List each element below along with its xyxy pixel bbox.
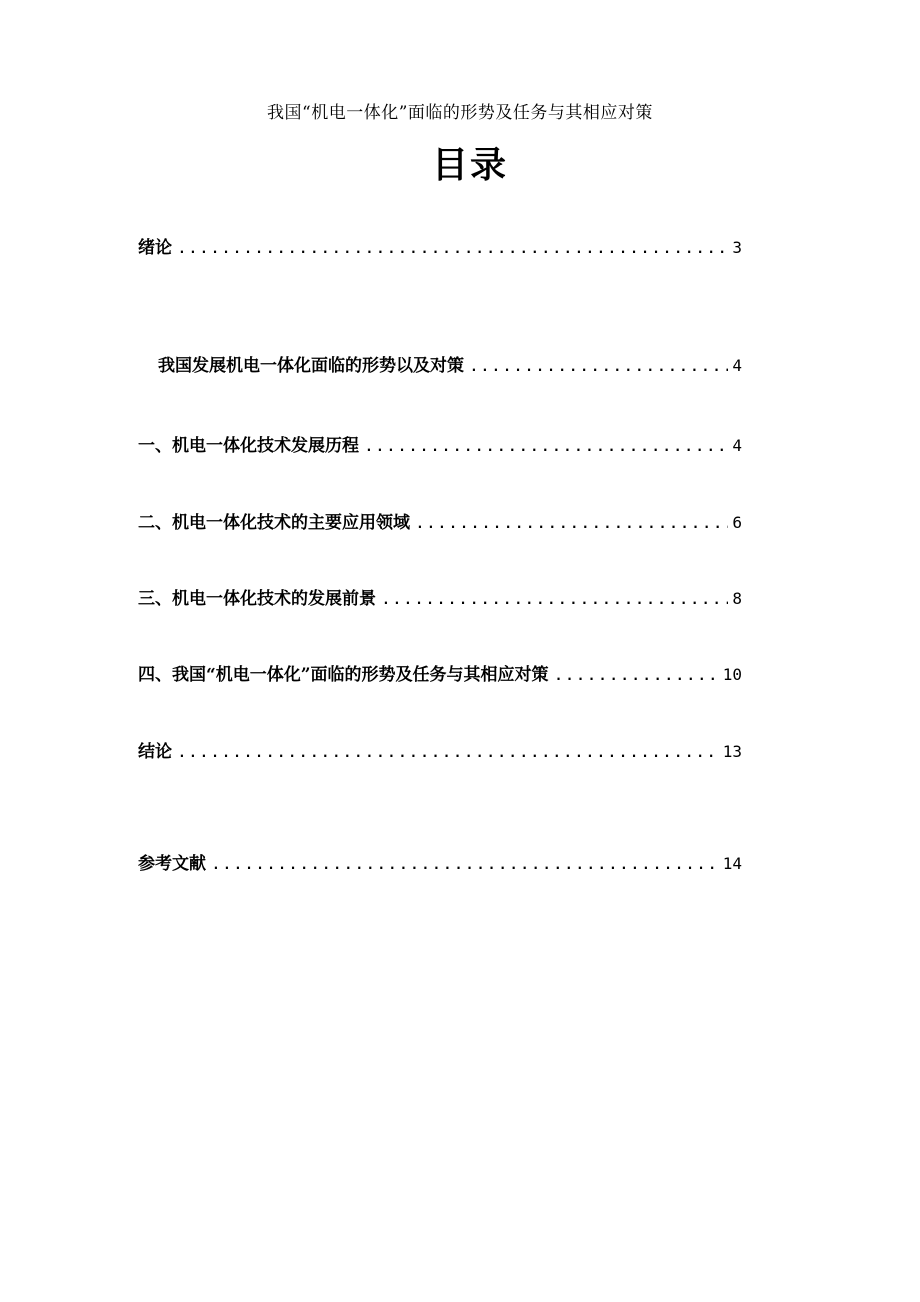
toc-entry[interactable] bbox=[138, 236, 742, 260]
toc-entry-page-number: 3 bbox=[732, 238, 742, 257]
toc-entry-label: 二、机电一体化技术的主要应用领域 bbox=[138, 513, 410, 533]
toc-entry[interactable] bbox=[138, 434, 742, 458]
toc-entry-label: 我国发展机电一体化面临的形势以及对策 bbox=[158, 356, 464, 376]
toc-dot-leader bbox=[382, 589, 728, 613]
toc-dot-leader bbox=[212, 854, 719, 878]
document-header-title: 我国“机电一体化”面临的形势及任务与其相应对策 bbox=[267, 103, 653, 123]
toc-dot-leader bbox=[416, 513, 728, 537]
toc-entry-page-number: 4 bbox=[732, 356, 742, 375]
toc-heading: 目录 bbox=[431, 144, 508, 186]
toc-entry-page-number: 6 bbox=[732, 513, 742, 532]
toc-entry-label: 结论 bbox=[138, 742, 172, 762]
toc-entry-label: 三、机电一体化技术的发展前景 bbox=[138, 589, 376, 609]
toc-entry-label: 绪论 bbox=[138, 238, 172, 258]
toc-entry[interactable] bbox=[138, 663, 742, 687]
toc-entry[interactable] bbox=[138, 587, 742, 611]
toc-dot-leader bbox=[365, 436, 728, 460]
toc-dot-leader bbox=[470, 356, 728, 380]
toc-entry-label: 四、我国“机电一体化”面临的形势及任务与其相应对策 bbox=[138, 665, 549, 685]
toc-entry[interactable] bbox=[138, 511, 742, 535]
toc-entry-label: 参考文献 bbox=[138, 854, 206, 874]
toc-entry[interactable] bbox=[138, 740, 742, 764]
toc-entry-page-number: 10 bbox=[722, 665, 742, 684]
toc-dot-leader bbox=[178, 238, 728, 262]
toc-entry-page-number: 14 bbox=[722, 854, 742, 873]
toc-dot-leader bbox=[555, 665, 719, 689]
toc-entry-page-number: 13 bbox=[722, 742, 742, 761]
toc-entry-label: 一、机电一体化技术发展历程 bbox=[138, 436, 359, 456]
toc-dot-leader bbox=[178, 742, 719, 766]
toc-entry[interactable] bbox=[138, 852, 742, 876]
toc-entry[interactable] bbox=[138, 354, 742, 378]
toc-entry-page-number: 4 bbox=[732, 436, 742, 455]
toc-entry-page-number: 8 bbox=[732, 589, 742, 608]
